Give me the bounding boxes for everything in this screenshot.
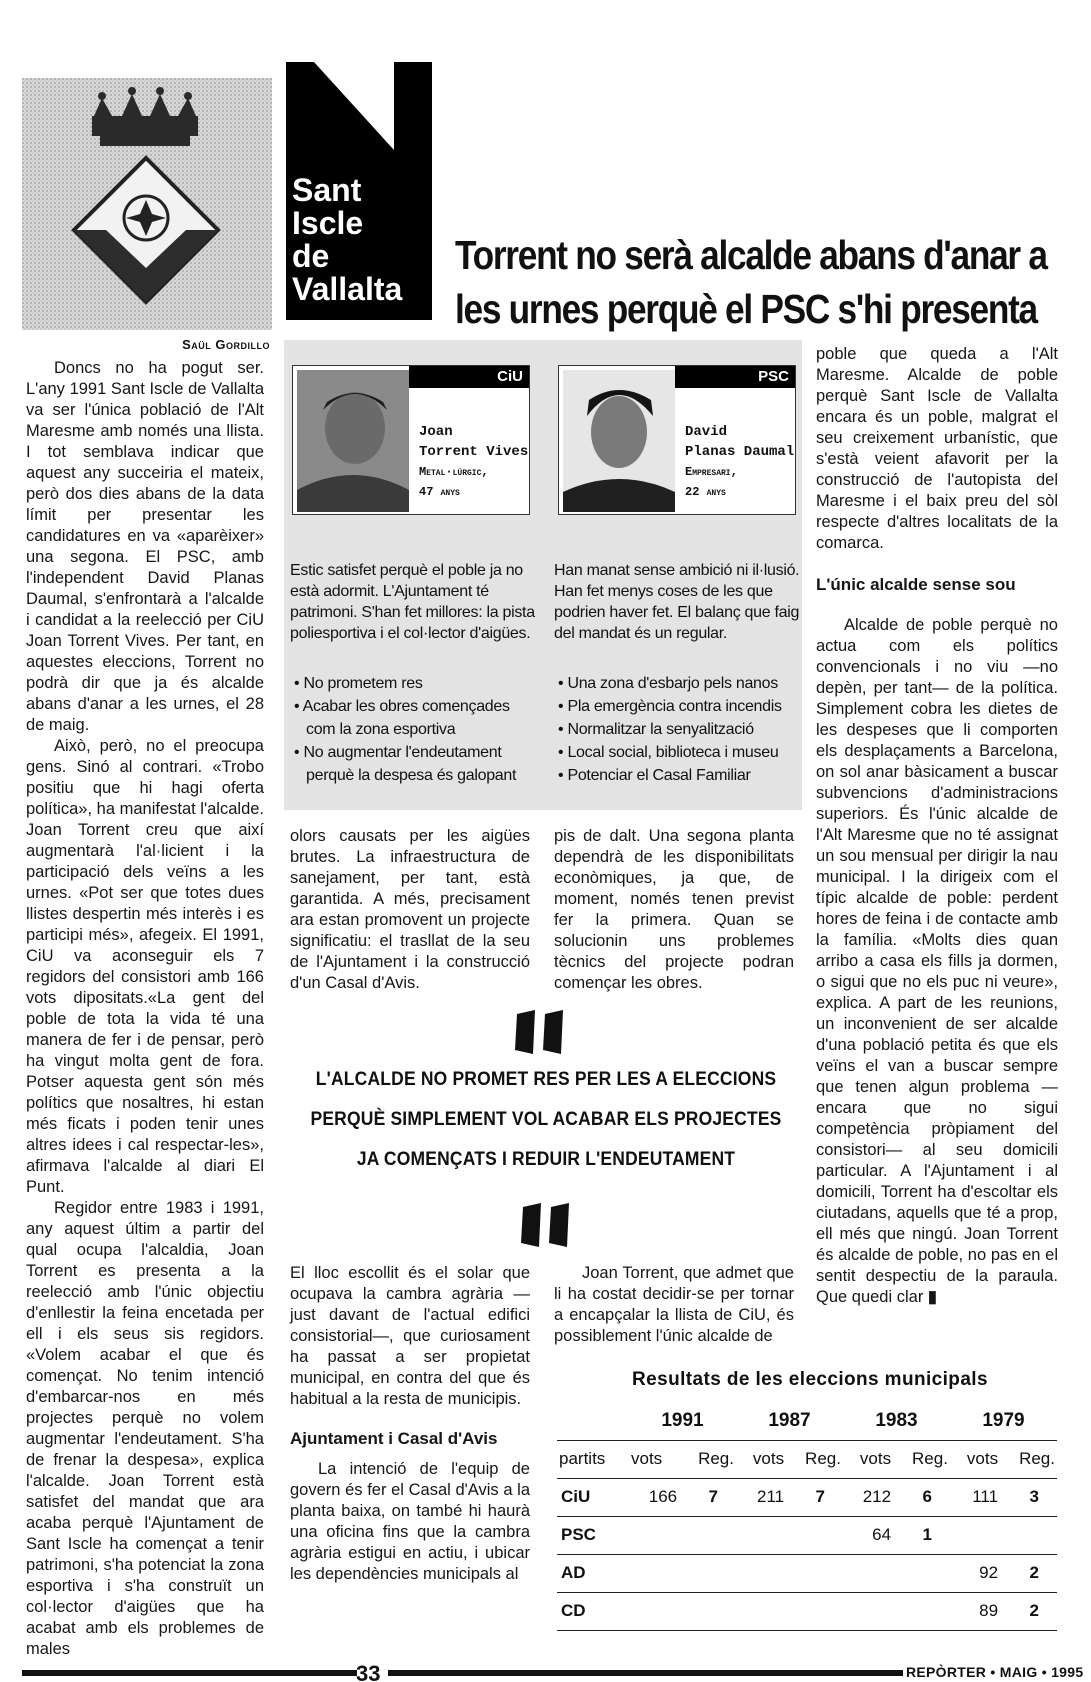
end-mark: ▮ — [927, 1288, 938, 1306]
list-item: • No augmentar l'endeutament perquè la despesa és galopant — [290, 741, 540, 787]
seats-cell: 7 — [679, 1478, 736, 1516]
table-row — [557, 1478, 1057, 1516]
region-label: Sant Iscle de Vallalta — [292, 172, 403, 307]
year-header: 1991 — [629, 1402, 736, 1440]
party-label-psc: PSC — [675, 366, 795, 388]
paragraph: La intenció de l'equip de govern és fer el Casal d'Avis a la planta baixa, on també hi haurà una oficina fins que la cambra agrària estigui en actiu, i ubicar les dependències municipals al — [290, 1460, 530, 1583]
candidate-card-ciu — [292, 365, 530, 515]
party-cell: AD — [557, 1554, 629, 1592]
seats-cell — [679, 1516, 736, 1554]
candidate-first-name: David — [685, 424, 728, 440]
candidate-job: Empresari, — [685, 465, 738, 479]
candidate-job: Metal·lúrgic, — [419, 465, 489, 479]
seats-cell: 6 — [893, 1478, 950, 1516]
votes-cell — [629, 1592, 679, 1630]
votes-cell — [736, 1554, 786, 1592]
paragraph: Això, però, no el preocupa gens. Sinó al contrari. «Trobo positiu que hi hagi oferta política», ha manifestat l'alcalde. Joan Torrent creu que així augmentarà l'al·licient i la participació dels veïns a les urnes. «Pot ser que totes dues llistes despertin més interès i es participi més», afegeix. El 1991, CiU va aconseguir els 7 regidors del consistori amb 166 vots dipositats.«La gent del poble de tota la vida té una manera de fer i de pensar, però ha vingut molta gent de fora. Potser aquesta gent són més polítics que nosaltres, hi estan més ficats i poden tenir unes altres idees i cal respectar-les», afirmava l'alcalde al diari El Punt. — [26, 737, 264, 1196]
seats-cell: 7 — [786, 1478, 843, 1516]
list-item: • Local social, biblioteca i museu — [554, 741, 804, 764]
column-header: Reg. — [1000, 1440, 1057, 1478]
seats-cell — [1000, 1516, 1057, 1554]
column-header: vots — [843, 1440, 893, 1478]
column-header: Reg. — [786, 1440, 843, 1478]
article-column-3a — [554, 826, 794, 994]
byline: Saül Gordillo — [182, 337, 270, 352]
party-cell: CiU — [557, 1478, 629, 1516]
subheading: Ajuntament i Casal d'Avis — [290, 1429, 498, 1448]
table-row — [557, 1554, 1057, 1592]
page-number: 33 — [356, 1661, 381, 1682]
votes-cell — [843, 1554, 893, 1592]
municipal-crest-image — [22, 78, 272, 330]
candidate-surname: Torrent Vives — [419, 444, 529, 460]
seats-cell — [893, 1592, 950, 1630]
column-header: Reg. — [679, 1440, 736, 1478]
candidate-age: 22 anys — [685, 485, 726, 499]
votes-cell: 92 — [950, 1554, 1000, 1592]
year-header: 1987 — [736, 1402, 843, 1440]
proposals-list-psc — [554, 672, 804, 787]
footer-rule-right — [388, 1670, 903, 1676]
votes-cell: 89 — [950, 1592, 1000, 1630]
votes-cell — [736, 1516, 786, 1554]
column-header: Reg. — [893, 1440, 950, 1478]
candidate-card-psc — [558, 365, 796, 515]
seats-cell — [679, 1554, 736, 1592]
list-item: • Una zona d'esbarjo pels nanos — [554, 672, 804, 695]
list-item: • Pla emergència contra incendis — [554, 695, 804, 718]
proposals-list-ciu — [290, 672, 540, 787]
paragraph: poble que queda a l'Alt Maresme. Alcalde de poble perquè Sant Iscle de Vallalta encara és un poble, malgrat el seu creixement urbanístic, que s'està veient afavorit per la construcció de l'autopista del Maresme i el baix preu del sòl respecte d'altres localitats de la comarca. — [816, 345, 1058, 552]
paragraph: El lloc escollit és el solar que ocupava la cambra agrària —just davant de l'actual edifici consistorial—, que curiosament ha passat a ser propietat municipal, en contra del que és habitual a la resta de municipis. — [290, 1264, 530, 1408]
seats-cell — [786, 1592, 843, 1630]
votes-cell — [629, 1516, 679, 1554]
seats-cell: 2 — [1000, 1554, 1057, 1592]
year-header: 1979 — [950, 1402, 1057, 1440]
candidate-quote-ciu: Estic satisfet perquè el poble ja no està adormit. L'Ajuntament té patrimoni. S'han fet millores: la pista poliesportiva i el col·lector d'aigües. — [290, 562, 535, 642]
votes-cell: 111 — [950, 1478, 1000, 1516]
article-column-3b — [554, 1263, 794, 1347]
votes-cell — [950, 1516, 1000, 1554]
list-item: • Acabar les obres començades com la zona esportiva — [290, 695, 540, 741]
list-item: • Normalitzar la senyalització — [554, 718, 804, 741]
candidate-photo-psc — [563, 370, 675, 512]
subheading: L'únic alcalde sense sou — [816, 575, 1016, 594]
seats-cell — [893, 1554, 950, 1592]
party-cell: PSC — [557, 1516, 629, 1554]
seats-cell: 2 — [1000, 1592, 1057, 1630]
article-column-2a — [290, 826, 530, 994]
footer-rule-left — [22, 1670, 357, 1676]
column-header: vots — [950, 1440, 1000, 1478]
year-header: 1983 — [843, 1402, 950, 1440]
votes-cell — [629, 1554, 679, 1592]
candidate-surname: Planas Daumal — [685, 444, 795, 460]
candidate-photo-ciu — [297, 370, 409, 512]
seats-cell: 1 — [893, 1516, 950, 1554]
votes-cell — [843, 1592, 893, 1630]
pull-quote: L'ALCALDE NO PROMET RES PER LES A ELECCIONS PERQUÈ SIMPLEMENT VOL ACABAR ELS PROJECTES JA COMENÇATS I REDUIR L'ENDEUTAMENT — [310, 1069, 782, 1170]
candidate-info-psc — [685, 422, 794, 502]
seats-cell — [786, 1554, 843, 1592]
table-header-cols — [557, 1440, 1057, 1478]
column-header: partits — [557, 1440, 629, 1478]
votes-cell: 166 — [629, 1478, 679, 1516]
seats-cell — [786, 1516, 843, 1554]
magazine-issue-label: REPÒRTER • MAIG • 1995 — [906, 1664, 1084, 1680]
votes-cell: 211 — [736, 1478, 786, 1516]
headline: Torrent no serà alcalde abans d'anar a les urnes perquè el PSC s'hi presenta — [455, 232, 1047, 332]
open-quote-icon — [513, 1010, 569, 1054]
article-column-2b — [290, 1263, 530, 1585]
list-item: • No prometem res — [290, 672, 540, 695]
paragraph: Regidor entre 1983 i 1991, any aquest últim a partir del qual ocupa l'alcaldia, Joan Torrent es presenta a la reelecció amb l'únic objectiu d'enllestir la feina encetada per ell i els seus sis regidors. «Volem acabar el que és començat. No tenim intenció d'embarcar-nos en més projectes perquè no volem augmentar l'endeutament. S'ha de frenar la despesa», explica l'alcalde. Joan Torrent està satisfet del mandat que ara acaba perquè l'Ajuntament de Sant Iscle ha començat a tenir patrimoni, s'ha potenciat la zona esportiva i s'ha construït un col·lector d'aigües que ha acabat amb els problemes de males — [26, 1199, 264, 1658]
close-quote-icon — [519, 1203, 575, 1247]
paragraph: pis de dalt. Una segona planta dependrà de les disponibilitats econòmiques, ja que, de moment, només tenen previst fer la primera. Quan se solucionin uns problemes tècnics del projecte podran començar les obres. — [554, 827, 794, 992]
votes-cell: 212 — [843, 1478, 893, 1516]
candidate-age: 47 anys — [419, 485, 460, 499]
results-table — [557, 1402, 1057, 1631]
paragraph: Doncs no ha pogut ser. L'any 1991 Sant Iscle de Vallalta va ser l'única població de l'Alt Maresme amb només una llista. I tot semblava indicar que aquest any succeiria el mateix, però dos dies abans de la data límit per presentar les candidatures en va «aparèixer» una segona. El PSC, amb l'independent David Planas Daumal, s'enfrontarà a l'alcalde i candidat a la reelecció per CiU Joan Torrent Vives. Per tant, en aquestes eleccions, Torrent no podrà dir que ja és alcalde abans d'anar a les urnes, el 28 de maig. — [26, 359, 264, 734]
party-label-ciu: CiU — [409, 366, 529, 388]
paragraph — [816, 615, 1058, 1308]
column-header: vots — [629, 1440, 679, 1478]
votes-cell: 64 — [843, 1516, 893, 1554]
paragraph: olors causats per les aigües brutes. La infraestructura de sanejament, per tant, està garantida. A més, precisament ara estan promovent un projecte significatiu: el trasllat de la seu de l'Ajuntament i la construcció d'un Casal d'Avis. — [290, 827, 530, 992]
candidate-first-name: Joan — [419, 424, 453, 440]
paragraph-text: Alcalde de poble perquè no actua com els polítics convencionals i no viu —no depèn, per tant— de la política. Simplement cobra les dietes de les despeses que li comporten els desplaçaments a Barcelona, on sol anar bàsicament a buscar subvencions d'administracions superiors. És l'únic alcalde de l'Alt Maresme que no té assignat un sou mensual per dirigir la nau municipal. I la dirigeix com el típic alcalde de poble: perdent hores de feina i de contacte amb la família. «Molts dies quan arribo a casa els fills ja dormen, o sigui que no els puc ni veure», explica. A part de les reunions, un inconvenient de ser alcalde d'una població petita és que els veïns el van a buscar sempre que tenen algun problema —encara que no sigui competència pròpiament del consistori— al seu domicili particular. A l'Ajuntament i al domicili, Torrent ha d'escoltar els ciutadans, aquells que té a prop, ell més que ningú. Joan Torrent és alcalde de poble, no pas en el sentit despectiu de la paraula. Que quedi clar — [816, 616, 1058, 1306]
table-row — [557, 1516, 1057, 1554]
table-row — [557, 1592, 1057, 1630]
article-column-1 — [26, 358, 264, 1660]
article-column-4 — [816, 344, 1058, 1308]
votes-cell — [736, 1592, 786, 1630]
seats-cell: 3 — [1000, 1478, 1057, 1516]
candidate-info-ciu — [419, 422, 528, 502]
paragraph: Joan Torrent, que admet que li ha costat decidir-se per tornar a encapçalar la llista de CiU, és possiblement l'únic alcalde de — [554, 1264, 794, 1345]
seats-cell — [679, 1592, 736, 1630]
column-header: vots — [736, 1440, 786, 1478]
party-cell: CD — [557, 1592, 629, 1630]
candidate-quote-psc: Han manat sense ambició ni il·lusió. Han fet menys coses de les que podrien haver fet. El balanç que faig del mandat és un regular. — [554, 562, 800, 642]
list-item: • Potenciar el Casal Familiar — [554, 764, 804, 787]
results-table-title: Resultats de les eleccions municipals — [632, 1369, 988, 1390]
table-header-years — [557, 1402, 1057, 1440]
